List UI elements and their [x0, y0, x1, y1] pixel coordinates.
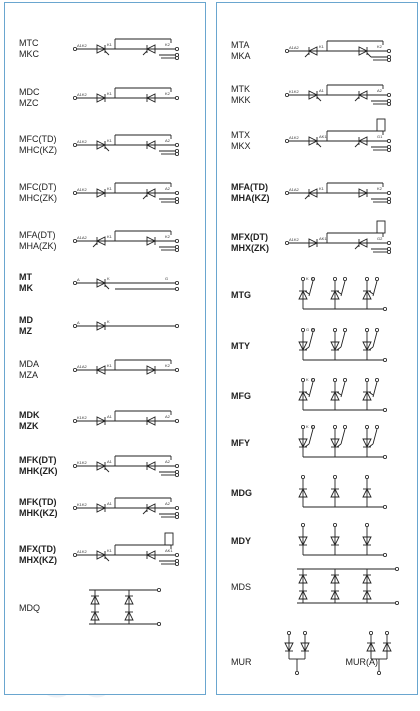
module-name: MFY — [231, 437, 250, 448]
terminal-right — [387, 49, 390, 52]
pin-label: K1K2 — [77, 502, 87, 507]
device-1 — [299, 439, 309, 447]
pin-label: K — [306, 424, 309, 429]
module-name: MDA — [19, 359, 39, 369]
module-name: MK — [19, 283, 33, 293]
common-terminal — [383, 505, 386, 508]
terminal-top — [301, 378, 304, 381]
pin-label: K2 — [377, 186, 382, 191]
module-name: MHX(KZ) — [19, 555, 57, 565]
terminal-top — [333, 277, 336, 280]
module-name: MFC(TD) — [19, 134, 57, 144]
dc-minus-terminal — [395, 601, 398, 604]
module-row — [217, 623, 417, 683]
module-name: MFX(TD) — [19, 544, 56, 554]
terminal-right — [387, 191, 390, 194]
module-name: MDK — [19, 410, 40, 420]
terminal-top — [333, 425, 336, 428]
gate-terminal — [343, 328, 346, 331]
common-terminal — [383, 455, 386, 458]
pin-label: A1A2 — [289, 187, 299, 192]
pin-label: K2 — [165, 363, 170, 368]
diode-2 — [143, 189, 155, 199]
gate-terminal — [375, 328, 378, 331]
module-name: MZ — [19, 326, 32, 336]
terminal-right — [175, 239, 178, 242]
terminal-top — [301, 523, 304, 526]
module-name: MD — [19, 315, 33, 325]
module-name: MDY — [231, 535, 251, 546]
pin-label: AK1 — [319, 236, 327, 241]
pin-label: AK1 — [319, 134, 327, 139]
terminal-top — [333, 328, 336, 331]
terminal-right — [175, 324, 178, 327]
mur-common-terminal — [295, 671, 298, 674]
gate-terminal — [343, 378, 346, 381]
pin-label: A1A2 — [289, 45, 299, 50]
terminal-right — [175, 96, 178, 99]
device-2 — [331, 392, 341, 400]
terminal-right — [175, 419, 178, 422]
dc-plus-terminal — [157, 588, 160, 591]
pin-label: A1 — [107, 501, 112, 506]
diode-1 — [305, 189, 317, 199]
pin-label: A2 — [377, 88, 382, 93]
module-name: MKK — [231, 95, 251, 105]
diode-1 — [93, 237, 105, 247]
gate-terminal — [175, 248, 178, 251]
module-name: MDC — [19, 87, 40, 97]
pin-label: A1A2 — [77, 364, 87, 369]
pin-label: G2 — [377, 236, 383, 241]
pin-label: A1K2 — [77, 187, 87, 192]
pin-label: A1K2 — [77, 92, 87, 97]
device-1 — [299, 342, 309, 350]
mur-common-terminal — [377, 671, 380, 674]
module-name: MHX(ZK) — [231, 243, 269, 253]
pin-label: A1K2 — [289, 237, 299, 242]
terminal-right — [175, 553, 178, 556]
pin-label: K1K2 — [77, 460, 87, 465]
terminal-top — [365, 425, 368, 428]
gate-terminal — [175, 287, 178, 290]
terminal-top — [333, 475, 336, 478]
pin-label: K1 — [107, 548, 112, 553]
gate-terminal — [175, 200, 178, 203]
gate-terminal — [387, 250, 390, 253]
module-name: MHA(KZ) — [231, 193, 270, 203]
terminal-top — [369, 631, 372, 634]
common-terminal — [383, 307, 386, 310]
device-3 — [363, 342, 373, 350]
terminal-right — [175, 143, 178, 146]
pin-label: A2 — [165, 459, 170, 464]
diode-1 — [305, 47, 317, 57]
module-name: MDG — [231, 487, 252, 498]
module-row — [217, 213, 417, 273]
pin-label: K1 — [107, 186, 112, 191]
pin-label: AK1 — [165, 548, 173, 553]
module-name: MUR — [231, 657, 252, 667]
pin-label: K1 — [107, 138, 112, 143]
pin-label: K — [312, 327, 315, 332]
pin-label: K1K2 — [77, 415, 87, 420]
gate-terminal — [375, 425, 378, 428]
module-name: MZC — [19, 98, 39, 108]
ak-block — [165, 533, 173, 545]
gate-terminal — [387, 102, 390, 105]
pin-label: A2 — [165, 501, 170, 506]
module-name: MFA(TD) — [231, 182, 268, 192]
pin-label: K — [107, 276, 110, 281]
pin-label: A — [77, 277, 80, 282]
device-3 — [363, 392, 373, 400]
terminal-top — [287, 631, 290, 634]
module-name: MHK(ZK) — [19, 466, 58, 476]
device-2 — [331, 291, 341, 299]
pin-label: K — [306, 276, 309, 281]
module-name: MDQ — [19, 602, 40, 613]
terminal-right — [175, 191, 178, 194]
terminal-right — [387, 241, 390, 244]
pin-label: K2 — [165, 42, 170, 47]
gate-terminal — [375, 277, 378, 280]
pin-label: K2 — [377, 44, 382, 49]
module-name: MHA(ZK) — [19, 241, 57, 251]
gate-terminal — [175, 473, 178, 476]
module-row — [217, 557, 417, 617]
pin-label: K1 — [107, 234, 112, 239]
common-terminal — [383, 358, 386, 361]
device-2 — [331, 342, 341, 350]
pin-label: A2 — [165, 414, 170, 419]
module-name: MFA(DT) — [19, 230, 56, 240]
module-row — [217, 111, 417, 171]
circuit-diagram — [217, 111, 417, 171]
pin-label: A1K2 — [77, 549, 87, 554]
terminal-top — [365, 328, 368, 331]
device-2 — [331, 439, 341, 447]
dc-plus-terminal — [395, 567, 398, 570]
device-3 — [363, 291, 373, 299]
module-name: MHC(ZK) — [19, 193, 57, 203]
gate-terminal — [175, 152, 178, 155]
pin-label: K1 — [319, 186, 324, 191]
pin-label: A1 — [107, 414, 112, 419]
module-name: MHC(KZ) — [19, 145, 57, 155]
left-panel — [4, 2, 206, 695]
gate-terminal — [387, 58, 390, 61]
diode-2 — [355, 91, 367, 101]
terminal-top — [301, 328, 304, 331]
pin-label: K1 — [319, 44, 324, 49]
module-name: MTC — [19, 38, 39, 48]
terminal-top — [333, 523, 336, 526]
gate-terminal — [175, 515, 178, 518]
module-name: MFX(DT) — [231, 232, 268, 242]
gate-terminal — [387, 148, 390, 151]
terminal-right — [387, 139, 390, 142]
terminal-right — [175, 368, 178, 371]
terminal-right — [175, 506, 178, 509]
pin-label: K1 — [107, 363, 112, 368]
pin-label: A1K2 — [289, 135, 299, 140]
terminal-top — [303, 631, 306, 634]
module-name: MKX — [231, 141, 251, 151]
module-name: MTA — [231, 40, 250, 50]
terminal-top — [365, 475, 368, 478]
pin-label: A1K2 — [77, 139, 87, 144]
module-name: MTK — [231, 84, 250, 94]
circuit-diagram — [217, 557, 417, 617]
circuit-diagram — [217, 623, 417, 683]
pin-label: K1 — [107, 42, 112, 47]
pin-label: G — [312, 424, 316, 429]
module-name: MDS — [231, 581, 251, 592]
terminal-top — [365, 523, 368, 526]
module-name: MFK(TD) — [19, 497, 57, 507]
terminal-top — [301, 277, 304, 280]
terminal-right — [175, 464, 178, 467]
pin-label: A1 — [107, 459, 112, 464]
common-terminal — [383, 408, 386, 411]
module-name: MKA — [231, 51, 251, 61]
module-name: MHK(KZ) — [19, 508, 58, 518]
pin-label: G — [312, 377, 316, 382]
pin-label: G — [165, 276, 169, 281]
diode-2 — [359, 47, 371, 57]
gate-terminal — [343, 277, 346, 280]
pin-label: K1K2 — [289, 89, 299, 94]
diode-2 — [355, 239, 367, 249]
terminal-top — [365, 277, 368, 280]
module-name: MTG — [231, 289, 251, 300]
pin-label: G — [306, 327, 310, 332]
gate-terminal — [175, 56, 178, 59]
gate-terminal — [387, 200, 390, 203]
diode-2 — [143, 504, 155, 514]
terminal-right — [175, 47, 178, 50]
terminal-top — [365, 378, 368, 381]
terminal-top — [385, 631, 388, 634]
module-name: MTY — [231, 340, 250, 351]
pin-label: G — [312, 276, 316, 281]
pin-label: K2 — [165, 91, 170, 96]
dc-minus-terminal — [157, 622, 160, 625]
pin-label: K — [306, 377, 309, 382]
pin-label: K — [107, 319, 110, 324]
terminal-top — [301, 425, 304, 428]
module-name: MZK — [19, 421, 39, 431]
module-name: MTX — [231, 130, 250, 140]
circuit-diagram — [5, 525, 205, 585]
pin-label: A1K2 — [77, 43, 87, 48]
pin-label: A2 — [165, 186, 170, 191]
pin-label: G1 — [377, 134, 383, 139]
pin-label: A1A2 — [77, 235, 87, 240]
pin-label: K1 — [107, 91, 112, 96]
gate-terminal — [343, 425, 346, 428]
pin-label: A2 — [165, 138, 170, 143]
terminal-top — [333, 378, 336, 381]
module-row — [5, 525, 205, 585]
terminal-right — [175, 281, 178, 284]
ak-block — [377, 119, 385, 131]
pin-label: A1 — [319, 88, 324, 93]
module-name: MFK(DT) — [19, 455, 57, 465]
gate-terminal — [375, 378, 378, 381]
device-3 — [363, 439, 373, 447]
module-row — [5, 578, 205, 638]
terminal-right — [387, 93, 390, 96]
diode-2 — [143, 45, 155, 55]
module-name: MFC(DT) — [19, 182, 57, 192]
terminal-top — [301, 475, 304, 478]
right-panel — [216, 2, 418, 695]
module-name: MZA — [19, 370, 38, 380]
diode-2 — [355, 137, 367, 147]
device-1 — [299, 392, 309, 400]
module-name: MFG — [231, 390, 251, 401]
circuit-diagram — [5, 578, 205, 638]
gate-terminal — [175, 562, 178, 565]
module-name: MKC — [19, 49, 39, 59]
pin-label: K2 — [165, 234, 170, 239]
device-1 — [299, 291, 309, 299]
module-name: MT — [19, 272, 32, 282]
ak-block — [377, 221, 385, 233]
pin-label: A — [77, 320, 80, 325]
module-name: MUR(A) — [345, 657, 378, 667]
circuit-diagram — [217, 213, 417, 273]
